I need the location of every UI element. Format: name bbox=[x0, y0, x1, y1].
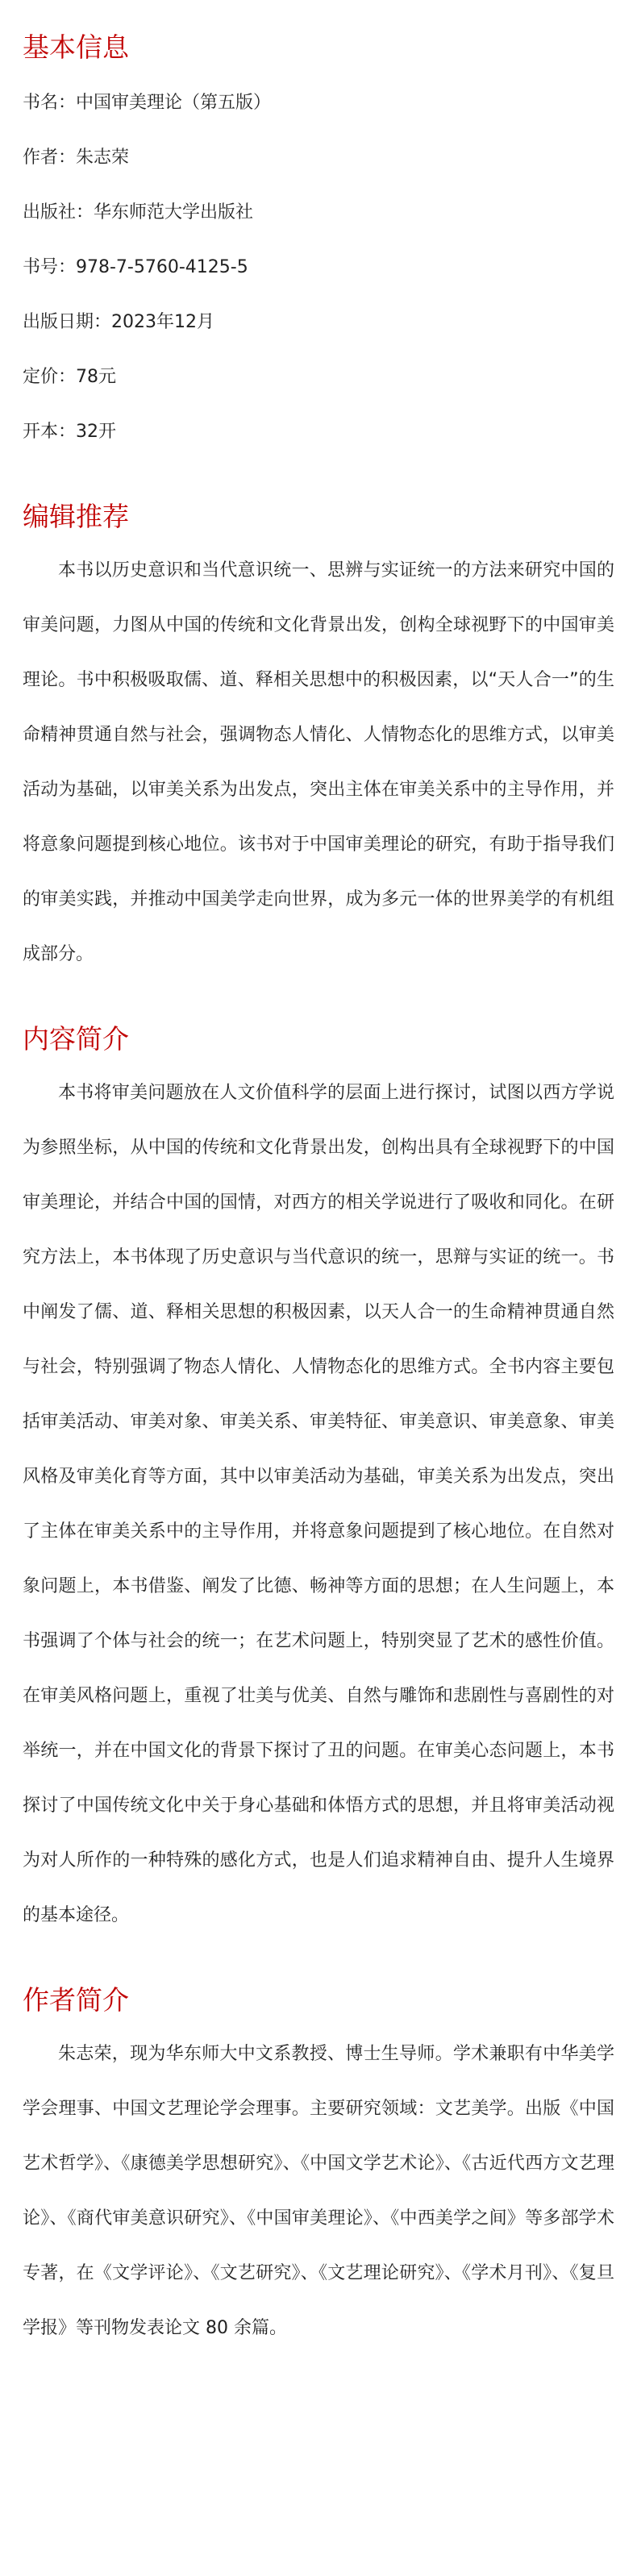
content-summary-heading: 内容简介 bbox=[23, 1023, 129, 1055]
info-author: 作者：朱志荣 bbox=[23, 148, 130, 168]
content-summary-section bbox=[23, 1016, 614, 1943]
basic-info-list bbox=[23, 76, 614, 460]
editor-recommendation-section bbox=[23, 493, 614, 982]
editor-recommendation-heading: 编辑推荐 bbox=[23, 501, 129, 532]
basic-info-heading: 基本信息 bbox=[23, 31, 129, 63]
info-book-title: 书名：中国审美理论（第五版） bbox=[23, 93, 272, 113]
author-intro-text: 朱志荣，现为华东师大中文系教授、博士生导师。学术兼职有中华美学学会理事、中国文艺理论学会理事。主要研究领域：文艺美学。出版《中国艺术哲学》、《康德美学思想研究》、《中国文学艺术论》、《古近代西方文艺理论》、《商代审美意识研究》、《中国审美理论》、《中西美学之间》等多部学术专著，在《文学评论》、《文艺研究》、《文艺理论研究》、《学术月刊》、《复旦学报》等刊物发表论文 80 余篇。 bbox=[23, 2044, 614, 2338]
info-isbn: 书号：978-7-5760-4125-5 bbox=[23, 257, 248, 277]
content-summary-text: 本书将审美问题放在人文价值科学的层面上进行探讨，试图以西方学说为参照坐标，从中国的传统和文化背景出发，创构出具有全球视野下的中国审美理论，并结合中国的国情，对西方的相关学说进行了吸收和同化。在研究方法上，本书体现了历史意识与当代意识的统一，思辩与实证的统一。书中阐发了儒、道、释相关思想的积极因素，以天人合一的生命精神贯通自然与社会，特别强调了物态人情化、人情物态化的思维方式。全书内容主要包括审美活动、审美对象、审美关系、审美特征、审美意识、审美意象、审美风格及审美化育等方面，其中以审美活动为基础，审美关系为出发点，突出了主体在审美关系中的主导作用，并将意象问题提到了核心地位。在自然对象问题上，本书借鉴、阐发了比德、畅神等方面的思想；在人生问题上，本书强调了个体与社会的统一；在艺术问题上，特别突显了艺术的感性价值。在审美风格问题上，重视了壮美与优美、自然与雕饰和悲剧性与喜剧性的对举统一，并在中国文化的背景下探讨了丑的问题。在审美心态问题上，本书探讨了中国传统文化中关于身心基础和体悟方式的思想，并且将审美活动视为对人所作的一种特殊的感化方式，也是人们追求精神自由、提升人生境界的基本途径。 bbox=[23, 1083, 614, 1925]
info-publish-date: 出版日期：2023年12月 bbox=[23, 312, 214, 332]
author-intro-heading: 作者简介 bbox=[23, 1984, 129, 2016]
info-publisher: 出版社：华东师范大学出版社 bbox=[23, 202, 254, 223]
author-intro-section bbox=[23, 1977, 614, 2356]
info-price: 定价：78元 bbox=[23, 367, 116, 387]
basic-info-section bbox=[23, 24, 614, 460]
info-format: 开本：32开 bbox=[23, 422, 116, 442]
editor-recommendation-text: 本书以历史意识和当代意识统一、思辨与实证统一的方法来研究中国的审美问题，力图从中国的传统和文化背景出发，创构全球视野下的中国审美理论。书中积极吸取儒、道、释相关思想中的积极因素，以“天人合一”的生命精神贯通自然与社会，强调物态人情化、人情物态化的思维方式，以审美活动为基础，以审美关系为出发点，突出主体在审美关系中的主导作用，并将意象问题提到核心地位。该书对于中国审美理论的研究，有助于指导我们的审美实践，并推动中国美学走向世界，成为多元一体的世界美学的有机组成部分。 bbox=[23, 560, 614, 964]
